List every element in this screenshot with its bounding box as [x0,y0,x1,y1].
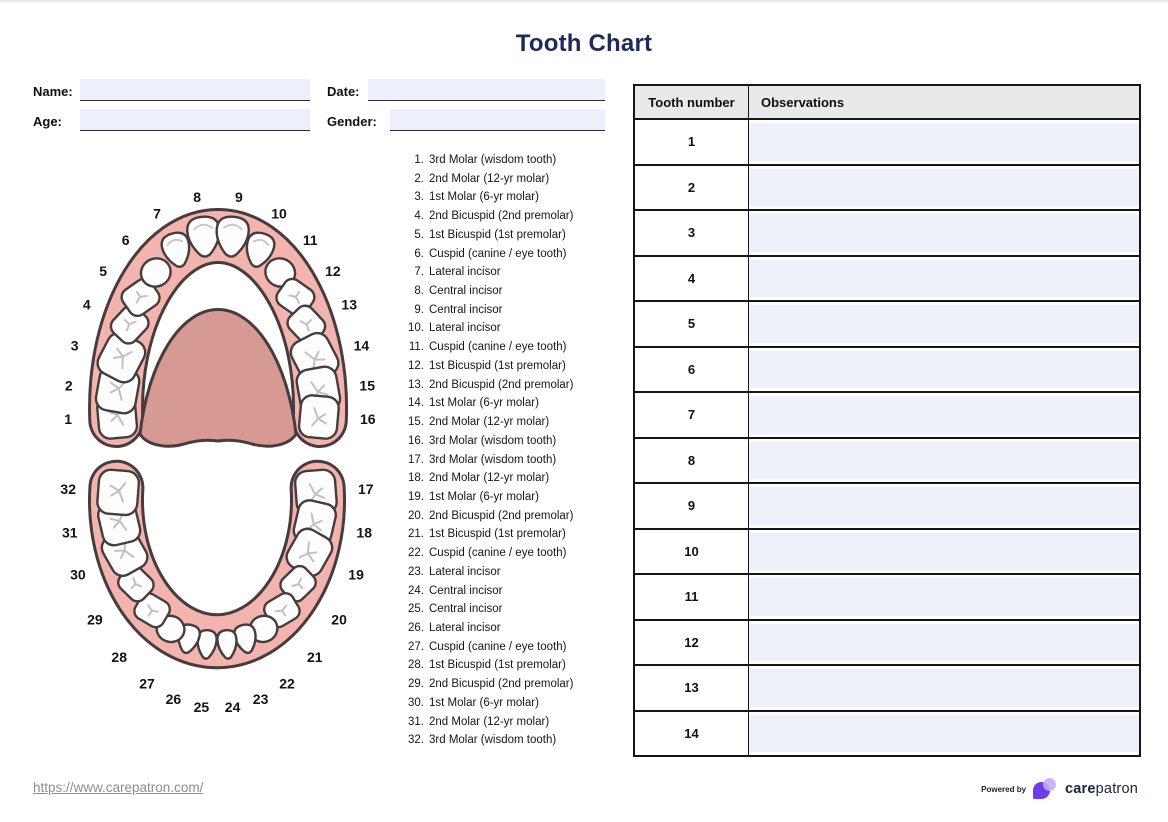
tooth-number-label: 27 [139,675,155,692]
tooth-list-number: 21. [408,528,424,541]
tooth-list-number: 31. [408,715,424,728]
tooth-list-label: 3rd Molar (wisdom tooth) [429,434,557,447]
tooth-list-label: 2nd Molar (12-yr molar) [429,416,550,429]
tooth-list-number: 29. [408,678,424,691]
tooth-list-number: 22. [408,547,424,560]
observation-input[interactable] [749,396,1139,434]
upper-jaw [64,189,375,446]
tooth-list-item [398,656,633,675]
tooth-list-number: 13. [408,378,424,391]
tooth-number-cell: 10 [635,530,749,574]
tooth-number-label: 29 [87,611,103,628]
name-label: Name: [33,84,73,99]
tooth-list-item [398,488,633,507]
observation-input[interactable] [749,260,1139,298]
observation-input[interactable] [749,442,1139,480]
tooth-list-item [398,694,633,713]
tooth-number-cell: 5 [635,302,749,346]
tooth-list-item [398,432,633,451]
tooth-list-item [398,451,633,470]
tooth-number-label: 25 [193,698,210,715]
tooth-list-number: 28. [408,659,424,672]
gender-label: Gender: [327,114,377,129]
tooth-list-number: 17. [408,453,424,466]
tooth-list-item [398,619,633,638]
tooth-list-item [398,507,633,526]
tooth-list-number: 3. [414,191,424,204]
observation-cell[interactable] [749,393,1139,437]
tooth-list-number: 7. [414,266,424,279]
tooth-list-item [398,151,633,170]
table-row [635,164,1139,210]
tooth-list-item [398,170,633,189]
tooth-list-label: 3rd Molar (wisdom tooth) [429,453,557,466]
tooth-number-label: 3 [70,337,79,354]
tooth-list-label: 1st Molar (6-yr molar) [429,490,539,503]
tooth-number-label: 17 [358,481,374,498]
table-row [635,255,1139,301]
tooth-number-label: 8 [193,189,201,206]
tooth-number-label: 31 [62,524,78,541]
observation-input[interactable] [749,669,1139,707]
tooth-list-item [398,563,633,582]
tooth-number-cell: 12 [635,621,749,665]
age-label: Age: [33,114,62,129]
tooth-list-label: 2nd Molar (12-yr molar) [429,472,550,485]
tooth-list-item [398,376,633,395]
tooth-number-label: 18 [356,524,372,541]
tooth-number-label: 13 [341,296,357,313]
tooth-number-cell: 1 [635,120,749,164]
table-row [635,528,1139,574]
observation-cell[interactable] [749,712,1139,756]
tooth-list-number: 19. [408,490,424,503]
tooth-number-label: 1 [64,411,73,428]
tooth-list-number: 30. [408,696,424,709]
lower-jaw [60,469,373,715]
tooth-number-label: 23 [252,690,269,707]
observation-input[interactable] [749,214,1139,252]
tooth-list-number: 20. [408,509,424,522]
observation-cell[interactable] [749,166,1139,210]
tooth-list-item [398,207,633,226]
tooth-list-label: Lateral incisor [429,322,501,335]
tooth-number-cell: 7 [635,393,749,437]
tooth-number-label: 30 [70,566,86,583]
tooth-number-cell: 11 [635,575,749,619]
tooth-list-label: Cuspid (canine / eye tooth) [429,640,567,653]
tooth-list-item [398,413,633,432]
tooth-list-label: 1st Molar (6-yr molar) [429,397,539,410]
tooth-number-label: 7 [153,205,161,222]
tooth-list-label: Cuspid (canine / eye tooth) [429,341,567,354]
table-row [635,346,1139,392]
date-label: Date: [327,84,360,99]
tooth-number-label: 26 [165,690,182,707]
tooth-number-cell: 13 [635,666,749,710]
tooth-number-cell: 9 [635,484,749,528]
tooth-list-label: Lateral incisor [429,565,501,578]
tooth-number-cell: 8 [635,439,749,483]
tooth-number-label: 4 [82,296,91,313]
tooth-number-label: 2 [64,377,73,394]
table-row [635,391,1139,437]
tooth-number-cell: 3 [635,211,749,255]
tooth-name-list [398,151,633,750]
tooth-list-label: 2nd Molar (12-yr molar) [429,172,550,185]
observation-input[interactable] [749,169,1139,207]
tooth-list-item [398,544,633,563]
table-row [635,573,1139,619]
tooth-number-label: 21 [307,649,323,665]
observation-cell[interactable] [749,348,1139,392]
observation-cell[interactable] [749,302,1139,346]
tooth-list-label: 1st Molar (6-yr molar) [429,191,539,204]
tooth-list-item [398,713,633,732]
tooth-list-number: 8. [414,285,424,298]
tooth-list-number: 25. [408,603,424,616]
tooth-list-label: 2nd Bicuspid (2nd premolar) [429,509,574,522]
tooth-list-number: 32. [408,734,424,747]
tooth-list-number: 23. [408,565,424,578]
dental-diagram [0,0,440,780]
tooth-shape [298,394,340,439]
table-row [635,437,1139,483]
tooth-number-label: 14 [353,337,370,354]
tooth-list-label: 3rd Molar (wisdom tooth) [429,154,557,166]
carepatron-wordmark [1065,781,1138,797]
tooth-list-label: Central incisor [429,584,503,597]
tooth-list-label: 2nd Bicuspid (2nd premolar) [429,378,574,391]
tooth-list-number: 9. [414,303,424,316]
table-row [635,209,1139,255]
observation-input[interactable] [749,305,1139,343]
tooth-list-label: 2nd Bicuspid (2nd premolar) [429,678,574,691]
tooth-list-number: 27. [408,640,424,653]
tooth-number-cell: 6 [635,348,749,392]
observation-cell[interactable] [749,530,1139,574]
table-row [635,619,1139,665]
page-title: Tooth Chart [515,30,653,57]
tooth-list-number: 26. [408,621,424,634]
tooth-list-label: Cuspid (canine / eye tooth) [429,547,567,560]
tooth-list-item [398,301,633,320]
tooth-list-item [398,469,633,488]
tooth-number-label: 11 [302,232,318,249]
observation-cell[interactable] [749,484,1139,528]
tooth-list-number: 1. [414,154,424,166]
tooth-number-label: 28 [111,649,127,665]
tooth-number-label: 10 [271,205,287,222]
tooth-list-label: Cuspid (canine / eye tooth) [429,247,567,260]
col-header-tooth-number: Tooth number [635,86,749,118]
observations-table [633,84,1141,757]
tooth-list-number: 15. [408,416,424,429]
tooth-list-item [398,338,633,357]
tooth-number-label: 12 [325,263,341,280]
brand-patron: patron [1095,781,1138,797]
tooth-shape [96,469,139,516]
tooth-list-item [398,357,633,376]
col-header-observations: Observations [761,94,845,110]
table-row [635,482,1139,528]
observation-cell[interactable] [749,621,1139,665]
tooth-list-label: 1st Bicuspid (1st premolar) [429,659,566,672]
observation-cell[interactable] [749,257,1139,301]
tooth-list-label: 1st Molar (6-yr molar) [429,696,539,709]
tooth-list-item [398,525,633,544]
tooth-list-label: Central incisor [429,285,503,298]
tooth-list-label: 1st Bicuspid (1st premolar) [429,528,566,541]
tooth-list-label: 3rd Molar (wisdom tooth) [429,734,557,747]
tooth-list-item [398,600,633,619]
tooth-list-number: 24. [408,584,424,597]
tooth-number-cell: 4 [635,257,749,301]
tooth-number-label: 9 [235,189,243,206]
tooth-list-number: 4. [414,210,424,223]
observation-input[interactable] [749,533,1139,571]
tooth-number-label: 6 [121,232,130,249]
table-row [635,120,1139,164]
tooth-number-label: 15 [359,377,375,394]
upper-palate [140,310,296,447]
tooth-list-number: 11. [408,341,424,354]
brand-care: care [1065,781,1096,797]
tooth-list-label: 1st Bicuspid (1st premolar) [429,359,566,372]
observation-cell[interactable] [749,439,1139,483]
table-header-row [635,86,1139,120]
tooth-number-label: 16 [360,411,376,428]
tooth-list-number: 2. [414,172,424,185]
tooth-list-item [398,282,633,301]
tooth-number-cell: 14 [635,712,749,756]
tooth-list-item [398,582,633,601]
tooth-list-number: 12. [408,359,424,372]
tooth-list-item [398,675,633,694]
carepatron-url-link[interactable]: https://www.carepatron.com/ [33,780,204,795]
tooth-list-label: 2nd Molar (12-yr molar) [429,715,550,728]
observation-input[interactable] [749,715,1139,753]
tooth-number-label: 20 [331,611,347,628]
tooth-list-item [398,319,633,338]
observation-input[interactable] [749,487,1139,525]
tooth-number-label: 19 [348,566,364,583]
table-row [635,664,1139,710]
observation-input[interactable] [749,351,1139,389]
tooth-number-label: 32 [60,481,76,498]
table-row [635,300,1139,346]
powered-by-label: Powered by [981,784,1027,794]
tooth-list-number: 14. [408,397,424,410]
tooth-number-label: 24 [224,698,241,715]
tooth-list-label: 2nd Bicuspid (2nd premolar) [429,210,574,223]
tooth-list-item [398,263,633,282]
observation-cell[interactable] [749,211,1139,255]
tooth-list-item [398,226,633,245]
tooth-list-item [398,638,633,657]
observation-input[interactable] [749,624,1139,662]
logo-bubble-shape [1043,778,1056,791]
tooth-list-number: 6. [414,247,424,260]
tooth-list-number: 10. [408,322,424,335]
observation-cell[interactable] [749,120,1139,164]
tooth-list-number: 5. [414,228,424,241]
tooth-list-label: Lateral incisor [429,621,501,634]
powered-by-badge [981,778,1138,800]
observation-input[interactable] [749,578,1139,616]
tooth-list-item [398,245,633,264]
tooth-list-label: Central incisor [429,303,503,316]
tooth-list-number: 18. [408,472,424,485]
observation-input[interactable] [749,123,1139,161]
tooth-list-number: 16. [408,434,424,447]
table-row [635,710,1139,756]
tooth-number-label: 5 [99,263,107,280]
tooth-list-label: Lateral incisor [429,266,501,279]
table-body [635,120,1139,755]
tooth-list-label: 1st Bicuspid (1st premolar) [429,228,566,241]
tooth-list-item [398,188,633,207]
tooth-number-cell: 2 [635,166,749,210]
tooth-number-label: 22 [279,675,295,692]
tooth-list-item [398,731,633,750]
tooth-list-item [398,394,633,413]
tooth-list-label: Central incisor [429,603,503,616]
observation-cell[interactable] [749,666,1139,710]
observation-cell[interactable] [749,575,1139,619]
carepatron-logo-icon [1033,778,1058,800]
